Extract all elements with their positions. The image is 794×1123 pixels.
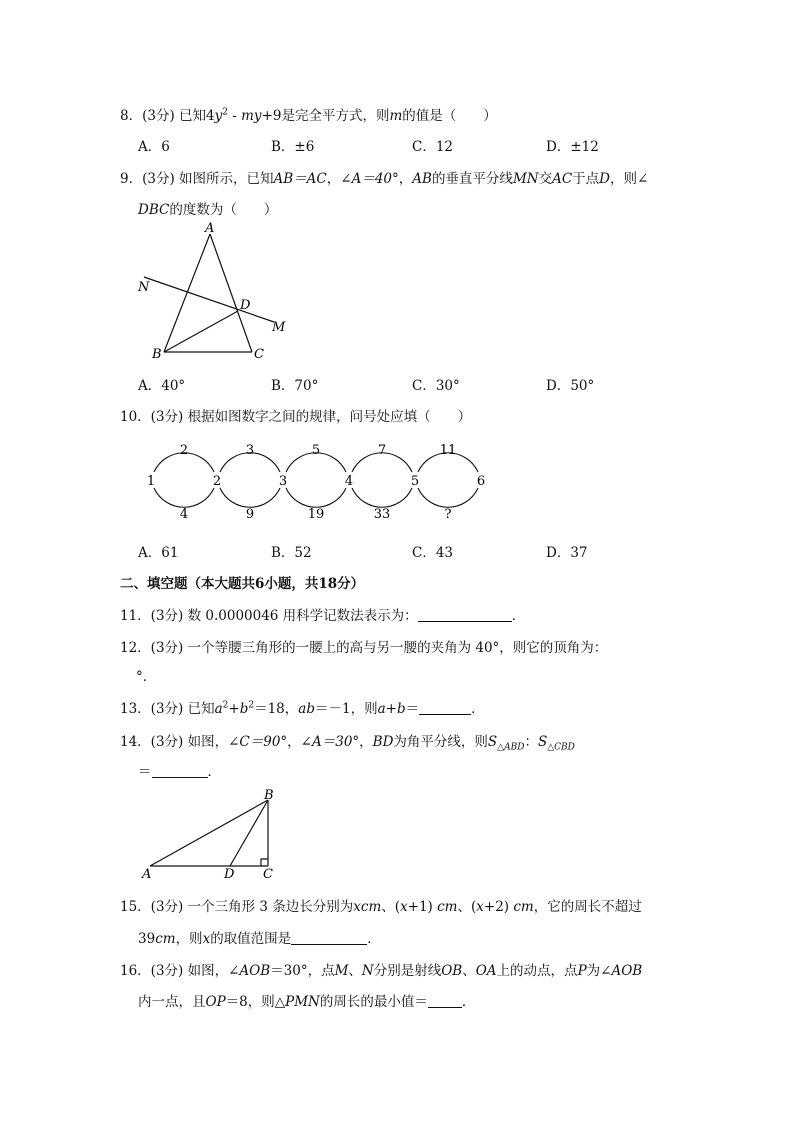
q15-xcm: xcm xyxy=(353,899,382,915)
q9-option-b[interactable]: B．70° xyxy=(271,378,319,394)
q10-bottom-arc xyxy=(154,488,214,507)
q14-angle-a: A＝30° xyxy=(311,734,360,750)
q9-option-d[interactable]: D．50° xyxy=(546,378,595,394)
q9-ab-ac: AB＝AC xyxy=(273,171,327,187)
q16-op: OP xyxy=(205,994,226,1010)
q15-stem-line2 xyxy=(138,927,381,947)
q16-stem-line1 xyxy=(120,959,642,979)
q10-top-number: 7 xyxy=(377,443,387,458)
q14-sub-cbd: △CBD xyxy=(547,742,575,753)
q9-label-b: B xyxy=(152,347,162,362)
q9-dbc: DBC xyxy=(138,202,170,218)
q9-side-ac xyxy=(210,234,252,352)
q13-exp-a: 2 xyxy=(222,700,229,711)
q10-center-number: 6 xyxy=(476,474,486,489)
q15-cm1: cm xyxy=(437,899,458,915)
q9-option-a[interactable]: A．40° xyxy=(138,378,186,394)
q10-bottom-number: 4 xyxy=(179,507,189,522)
q14-eq: ＝ xyxy=(138,764,152,780)
q8-stem xyxy=(120,104,497,124)
q8-var-my: my xyxy=(241,108,262,124)
q9-text-d: 的垂直平分线 xyxy=(431,171,513,187)
q15-stem-line1 xyxy=(120,895,642,915)
q16-text-h: 内一点，且 xyxy=(138,994,206,1010)
q16-text-a: 16．(3分) 如图，∠ xyxy=(120,963,240,979)
q9-stem-line2 xyxy=(138,198,277,218)
q10-center-number: 5 xyxy=(410,474,420,489)
q9-text-e: 交 xyxy=(538,171,553,187)
q10-center-number: 1 xyxy=(146,474,156,489)
q10-top-number: 2 xyxy=(179,443,189,458)
q13-prefix: 13．(3分) 已知 xyxy=(120,701,215,717)
q15-text-c: +1) xyxy=(407,899,438,915)
q13-exp-b: 2 xyxy=(248,700,255,711)
q8-exp: 2 xyxy=(222,107,228,118)
q15-cm2: cm xyxy=(513,899,534,915)
q15-answer-blank[interactable] xyxy=(291,930,367,945)
q12-degree-end: °． xyxy=(136,669,157,685)
q14-colon: ： xyxy=(524,734,538,750)
q15-text-h: 的取值范围是 xyxy=(210,931,292,947)
q16-end: ． xyxy=(461,994,476,1010)
q9-angle-a: A＝40° xyxy=(351,171,399,187)
q15-x3: x xyxy=(202,931,211,947)
q14-stem-line1 xyxy=(120,730,575,753)
q9-text-b: ，∠ xyxy=(326,171,352,187)
q10-option-c[interactable]: C．43 xyxy=(412,545,454,561)
q10-bottom-arc xyxy=(286,488,346,507)
q13-eq: ＝18， xyxy=(254,701,299,717)
section-heading-fill-in: 二、填空题（本大题共6小题，共18分） xyxy=(120,576,365,592)
q10-option-a[interactable]: A．61 xyxy=(138,545,179,561)
q8-tail: 的值是（ ） xyxy=(402,108,497,124)
q10-top-number: 11 xyxy=(439,443,457,458)
q8-option-b[interactable]: B．±6 xyxy=(271,139,315,155)
q8-suffix: +9是完全平方式，则 xyxy=(261,108,390,124)
q14-right-angle-mark xyxy=(261,859,268,866)
q16-oa: OA xyxy=(475,963,497,979)
q14-label-b: B xyxy=(264,788,274,803)
q10-bottom-number: ? xyxy=(444,507,452,522)
q8-var-m: m xyxy=(389,108,403,124)
q16-text-c: 、 xyxy=(348,963,362,979)
q10-bottom-number: 33 xyxy=(373,507,391,522)
q16-p: P xyxy=(577,963,587,979)
q10-bottom-number: 19 xyxy=(307,507,325,522)
q9-label-c: C xyxy=(254,347,264,362)
q13-var-a: a xyxy=(214,701,223,717)
q8-minus: - xyxy=(227,108,242,124)
q13-eq3: ＝ xyxy=(405,701,420,717)
q13-end: ． xyxy=(471,701,485,717)
q12-stem-line2 xyxy=(136,665,156,685)
q9-option-c[interactable]: C．30° xyxy=(412,378,460,394)
q11-stem xyxy=(120,604,525,624)
q10-bottom-arc xyxy=(418,488,478,507)
q15-39: 39 xyxy=(138,931,156,947)
q10-center-number: 2 xyxy=(212,474,222,489)
q9-label-n: N xyxy=(138,280,150,295)
q15-text-g: ，则 xyxy=(175,931,203,947)
q10-arc-pattern-figure xyxy=(140,436,500,526)
q14-stem-line2 xyxy=(138,760,221,780)
q13-ab: ab xyxy=(298,701,315,717)
q10-stem: 10．(3分) 根据如图数字之间的规律，问号处应填（ ） xyxy=(120,409,472,425)
q9-line-mn xyxy=(144,277,274,322)
q15-end: ． xyxy=(367,931,381,947)
q16-text-i: ＝8，则△ xyxy=(225,994,286,1010)
q9-ac: AC xyxy=(552,171,573,187)
q14-text-d: 为角平分线，则 xyxy=(393,734,488,750)
q10-bottom-number: 9 xyxy=(245,507,255,522)
q9-d: D xyxy=(599,171,610,187)
q14-side-ab xyxy=(150,800,268,866)
q16-ob: OB xyxy=(441,963,463,979)
q9-segment-bd xyxy=(164,311,238,352)
q14-sub-abd: △ABD xyxy=(497,742,525,753)
q15-x1: x xyxy=(400,899,408,915)
q13-stem: 13．(3分) 已知$a^2+b^2=18$，ab＝－1，则a+b＝ ． xyxy=(120,700,485,717)
q15-text-f: ，它的周长不超过 xyxy=(533,899,642,915)
q10-option-b[interactable]: B．52 xyxy=(271,545,312,561)
q12-stem-line1: 12．(3分) 一个等腰三角形的一腰上的高与另一腰的夹角为 40°，则它的顶角为： xyxy=(120,640,608,656)
q8-prefix: 8．(3分) 已知4 xyxy=(120,108,215,124)
q9-stem-line1 xyxy=(120,167,648,187)
q15-text-d: 、( xyxy=(457,899,477,915)
q10-bottom-arc xyxy=(352,488,412,507)
q15-cm3: cm xyxy=(155,931,176,947)
q13-answer-blank[interactable] xyxy=(419,700,471,715)
q9-text-c: ， xyxy=(398,171,413,187)
q14-bd: BD xyxy=(372,734,394,750)
q15-x2: x xyxy=(476,899,484,915)
q16-text-j: 的周长的最小值＝ xyxy=(319,994,428,1010)
q8-var-y: y xyxy=(214,108,223,124)
q14-answer-blank[interactable] xyxy=(152,763,208,778)
q9-label-m: M xyxy=(272,320,286,335)
q9-mn: MN xyxy=(512,171,539,187)
q14-label-d: D xyxy=(224,867,235,882)
q15-text-a: 15．(3分) 一个三角形 3 条边长分别为 xyxy=(120,899,354,915)
q9-text-line2: 的度数为（ ） xyxy=(169,202,278,218)
q9-text-g: ，则∠ xyxy=(610,171,649,187)
q15-text-b: 、( xyxy=(381,899,401,915)
q15-text-e: +2) xyxy=(483,899,514,915)
q14-label-c: C xyxy=(263,867,273,882)
q9-triangle-figure xyxy=(130,218,300,368)
q16-text-g: 为∠ xyxy=(586,963,612,979)
q8-option-d[interactable]: D．±12 xyxy=(546,139,599,155)
q9-text-a: 9．(3分) 如图所示，已知 xyxy=(120,171,274,187)
q16-pmn: PMN xyxy=(285,994,320,1010)
q14-label-a: A xyxy=(142,867,152,882)
q14-text-b: ，∠ xyxy=(287,734,312,750)
q10-bottom-arc xyxy=(220,488,280,507)
q16-text-e: 、 xyxy=(462,963,476,979)
q13-var-b: b xyxy=(239,701,249,717)
q14-angle-c: C＝90° xyxy=(239,734,288,750)
q9-text-f: 于点 xyxy=(572,171,600,187)
q9-label-a: A xyxy=(205,221,215,236)
q16-aob2: AOB xyxy=(611,963,643,979)
q14-s2: S xyxy=(537,734,548,750)
q14-text-a: 14．(3分) 如图，∠ xyxy=(120,734,240,750)
q16-aob: AOB xyxy=(239,963,271,979)
q13-eq2: ＝－1，则 xyxy=(314,701,378,717)
q9-label-d: D xyxy=(240,298,251,313)
q14-text-c: ， xyxy=(359,734,373,750)
q16-text-f: 上的动点，点 xyxy=(496,963,578,979)
q10-top-number: 5 xyxy=(311,443,321,458)
q10-top-number: 3 xyxy=(245,443,255,458)
q16-text-b: ＝30°，点 xyxy=(270,963,335,979)
q14-segment-bd xyxy=(230,800,268,866)
q10-center-number: 4 xyxy=(344,474,354,489)
q8-option-c[interactable]: C．12 xyxy=(412,139,454,155)
q9-ab: AB xyxy=(412,171,432,187)
q13-a-plus-b: a+b xyxy=(377,701,406,717)
q16-stem-line2 xyxy=(138,990,475,1010)
q11-text: 11．(3分) 数 0.0000046 用科学记数法表示为： xyxy=(120,608,418,624)
q16-answer-blank[interactable] xyxy=(428,993,462,1008)
q11-end: ． xyxy=(511,608,526,624)
q10-center-number: 3 xyxy=(278,474,288,489)
q16-n: N xyxy=(361,963,374,979)
q11-answer-blank[interactable] xyxy=(418,607,512,622)
q16-m: M xyxy=(334,963,349,979)
q9-side-ab xyxy=(164,234,210,352)
q14-s1: S xyxy=(487,734,498,750)
q14-end: ． xyxy=(207,764,221,780)
q8-option-a[interactable]: A．6 xyxy=(138,139,170,155)
q10-option-d[interactable]: D．37 xyxy=(546,545,588,561)
q14-right-triangle-figure xyxy=(138,786,288,882)
q16-text-d: 分别是射线 xyxy=(373,963,442,979)
